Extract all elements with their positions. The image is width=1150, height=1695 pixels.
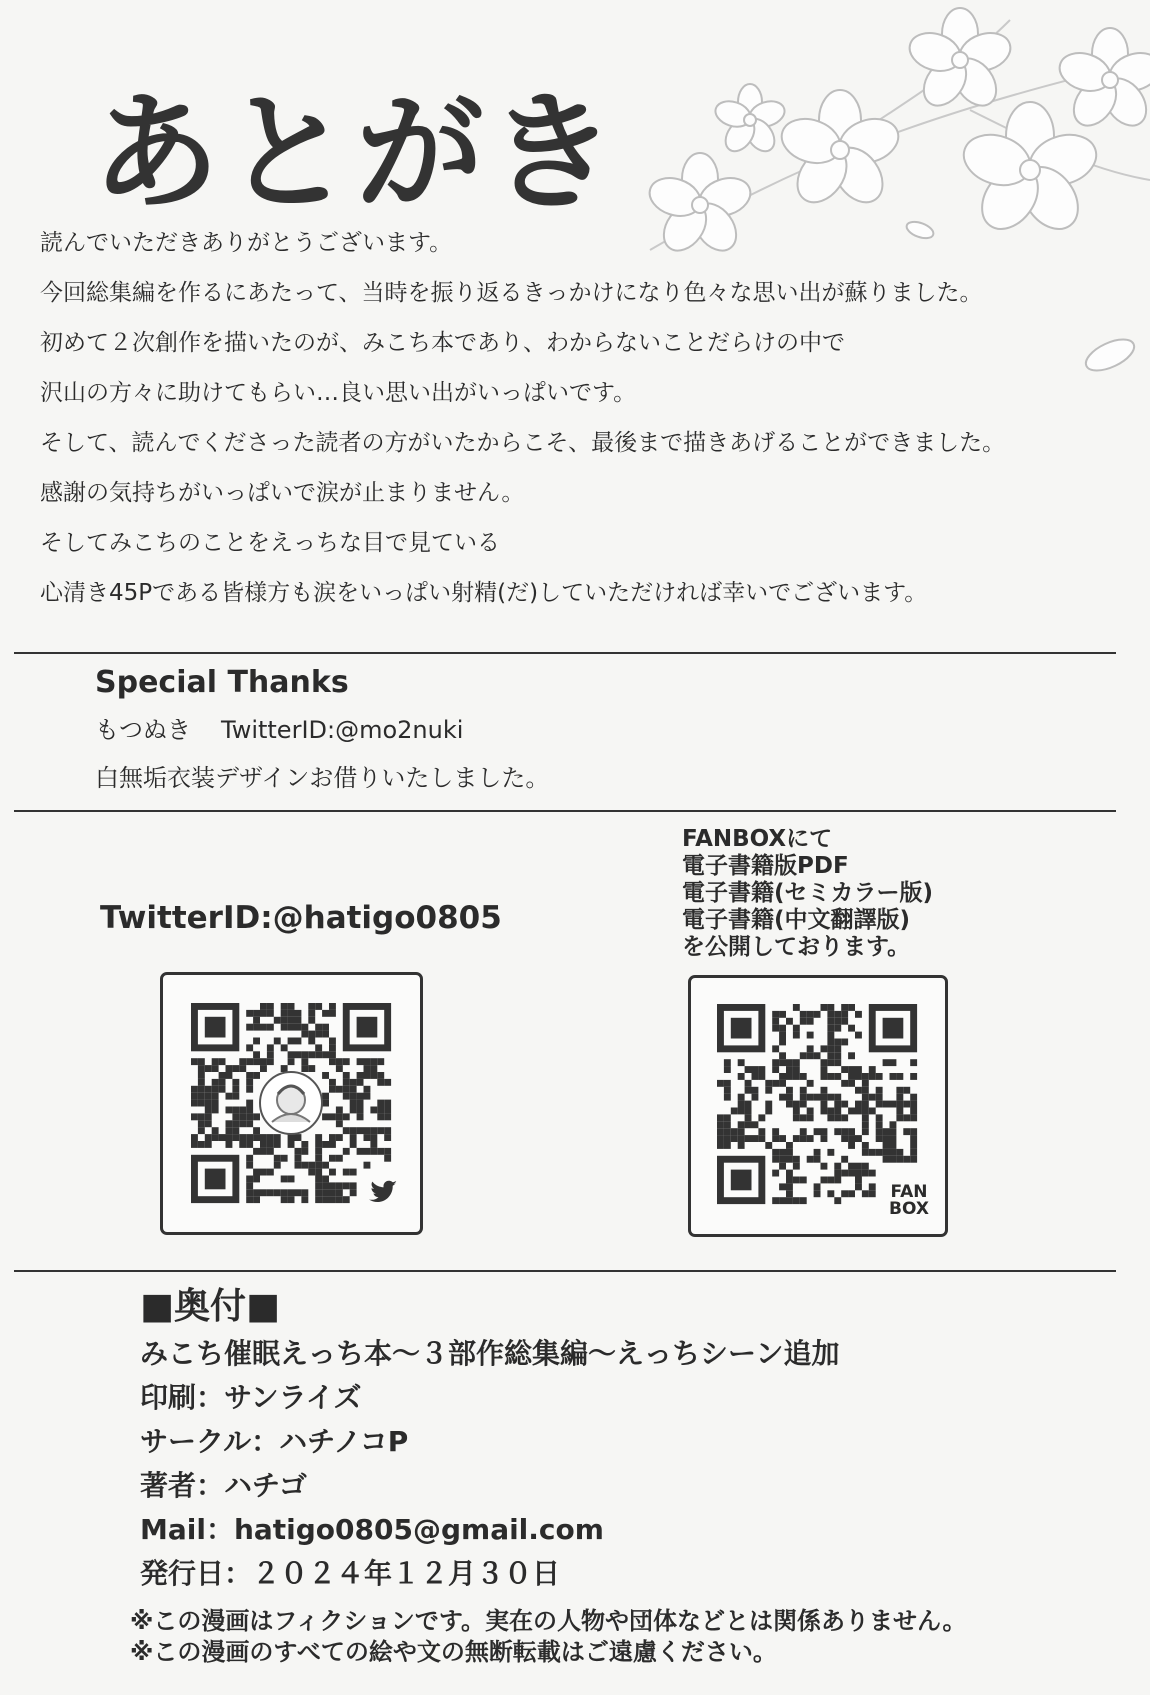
- afterword-line: 沢山の方々に助けてもらい…良い思い出がいっぱいです。: [40, 380, 637, 406]
- colophon-row: みこち催眠えっち本～３部作総集編～えっちシーン追加: [140, 1337, 840, 1370]
- afterword-line: 初めて２次創作を描いたのが、みこち本であり、わからないことだらけの中で: [40, 330, 845, 356]
- author-twitter-id: TwitterID:@hatigo0805: [100, 900, 502, 936]
- twitter-bird-icon: [368, 1180, 398, 1206]
- afterword-line: 感謝の気持ちがいっぱいで涙が止まりません。: [40, 480, 525, 506]
- afterword-line: 心清き45Pである皆様方も涙をいっぱい射精(だ)していただければ幸いでございます。: [40, 580, 928, 606]
- colophon-section: [140, 1282, 839, 1596]
- divider: [14, 652, 1116, 654]
- fanbox-logo: [887, 1184, 931, 1218]
- colophon-row: 発行日：２０２４年１２月３０日: [140, 1557, 561, 1590]
- special-thanks-section: [95, 660, 549, 802]
- fanbox-info: [682, 826, 933, 961]
- fanbox-logo-line: BOX: [889, 1199, 929, 1219]
- colophon-heading: ■奥付■: [140, 1286, 281, 1327]
- afterword-line: 読んでいただきありがとうございます。: [40, 230, 453, 256]
- fanbox-line: 電子書籍版PDF: [682, 853, 849, 879]
- afterword-line: そしてみこちのことをえっちな目で見ている: [40, 530, 500, 556]
- afterword-line: 今回総集編を作るにあたって、当時を振り返るきっかけになり色々な思い出が蘇りました。: [40, 280, 983, 306]
- divider: [14, 810, 1116, 812]
- fanbox-line: FANBOXにて: [682, 826, 833, 852]
- special-thanks-name: もつぬき: [95, 716, 191, 744]
- afterword-text: [40, 218, 1120, 618]
- disclaimer-line: ※この漫画はフィクションです。実在の人物や団体などとは関係ありません。: [130, 1607, 967, 1635]
- colophon-row: 印刷：サンライズ: [140, 1381, 362, 1414]
- colophon-row: Mail：hatigo0805@gmail.com: [140, 1513, 604, 1546]
- colophon-row: 著者：ハチゴ: [140, 1469, 307, 1502]
- afterword-line: そして、読んでくださった読者の方がいたからこそ、最後まで描きあげることができました。: [40, 430, 1006, 456]
- colophon-row: サークル：ハチノコP: [140, 1425, 409, 1458]
- page-title: あとがき: [92, 79, 621, 228]
- twitter-qr-code[interactable]: [160, 972, 423, 1235]
- fanbox-line: 電子書籍(セミカラー版): [682, 880, 934, 906]
- special-thanks-credit: [95, 706, 549, 754]
- avatar-icon: [258, 1070, 324, 1136]
- special-thanks-heading: Special Thanks: [95, 665, 349, 700]
- fanbox-logo-line: FAN: [890, 1182, 928, 1202]
- disclaimer-line: ※この漫画のすべての絵や文の無断転載はご遠慮ください。: [130, 1638, 777, 1666]
- disclaimer-notes: [130, 1606, 966, 1668]
- special-thanks-note: 白無垢衣装デザインお借りいたしました。: [95, 764, 550, 792]
- fanbox-line: 電子書籍(中文翻譯版): [682, 907, 911, 933]
- special-thanks-twitter: TwitterID:@mo2nuki: [221, 716, 464, 744]
- divider: [14, 1270, 1116, 1272]
- fanbox-qr-code[interactable]: [688, 975, 948, 1237]
- fanbox-line: を公開しております。: [682, 934, 911, 960]
